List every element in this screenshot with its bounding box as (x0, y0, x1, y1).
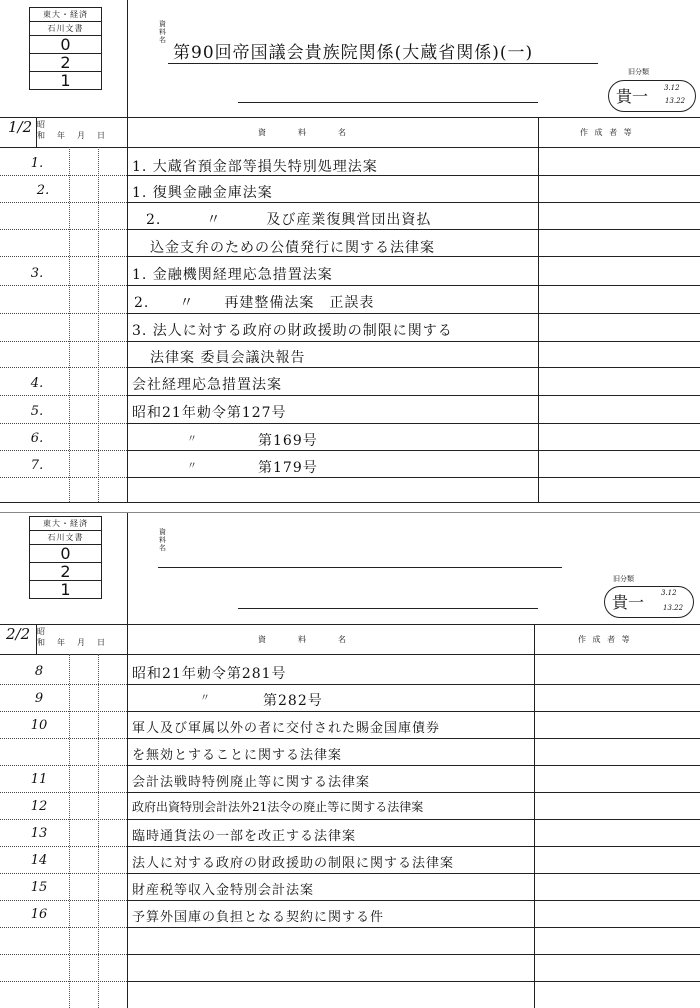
row-title: 法人に対する政府の財政援助の制限に関する法律案 (132, 856, 455, 871)
ditto-mark: 〃 (187, 461, 197, 472)
row-number: 14 (30, 853, 48, 868)
row-title: 財産税等収入金特別会計法案 (132, 883, 315, 898)
classification-code: 貴一 3.12 13.22 (608, 80, 696, 112)
class-label: 旧分類 (628, 68, 649, 76)
stamp-number: 1 (60, 71, 71, 90)
label-chars: 資 料 名 (159, 528, 166, 552)
page-indicator: 2/2 (6, 625, 31, 643)
row-number: 16 (30, 907, 48, 922)
page-indicator: 1/2 (8, 118, 33, 136)
era-header: 昭 (37, 627, 47, 636)
row-number: 2. (36, 183, 50, 198)
row-title: 昭和21年勅令第127号 (132, 405, 287, 421)
row-number: 8 (34, 664, 44, 679)
row-title: 臨時通貨法の一部を改正する法律案 (132, 829, 357, 844)
row-title: 会社経理応急措置法案 (132, 377, 282, 393)
era-header: 昭 (37, 120, 47, 129)
ditto-mark: 〃 (200, 693, 210, 704)
row-title: 第169号 (258, 433, 318, 449)
stamp-collection: 石川文書 (30, 531, 101, 545)
row-title: 第179号 (258, 460, 318, 476)
row-title: を無効とすることに関する法律案 (132, 748, 343, 763)
row-number: 6. (30, 431, 44, 446)
label-chars: 資 料 名 (159, 20, 166, 44)
row-title: 会計法戦時特例廃止等に関する法律案 (132, 775, 371, 790)
author-header: 作 成 者 等 (578, 635, 632, 644)
ditto-mark: 〃 (187, 434, 197, 445)
date-header: 和 年 月 日 (37, 131, 107, 140)
document-title: 第90回帝国議会貴族院関係(大蔵省関係)(一) (173, 43, 534, 63)
date-header: 和 年 月 日 (37, 638, 107, 647)
row-number: 13 (30, 826, 48, 841)
stamp-number: 2 (30, 563, 101, 581)
author-header: 作 成 者 等 (580, 128, 634, 137)
row-number: 3. (30, 266, 44, 281)
classification-code: 貴一 3.12 13.22 (604, 586, 694, 618)
row-number: 4. (30, 376, 44, 391)
row-title: 2. 〃 及び産業復興営団出資払 (146, 212, 432, 228)
row-title: 1. 復興金融金庫法案 (132, 185, 273, 201)
stamp-number: 0 (30, 545, 101, 563)
row-title: 政府出資特別会計法外21法令の廃止等に関する法律案 (132, 800, 424, 814)
row-title: 第282号 (263, 693, 323, 709)
class-label: 旧分類 (613, 575, 634, 583)
stamp-org: 東大・経済 (30, 517, 101, 531)
row-title: 軍人及び軍属以外の者に交付された賜金国庫債券 (132, 721, 441, 736)
row-number: 11 (30, 772, 48, 787)
row-title: 予算外国庫の負担となる契約に関する件 (132, 910, 385, 925)
row-title: 1. 金融機関経理応急措置法案 (132, 267, 333, 283)
row-title: 昭和21年勅令第281号 (132, 666, 287, 682)
stamp-number: 2 (30, 54, 101, 72)
stamp-collection: 石川文書 (30, 22, 101, 36)
row-title: 法律案 委員会議決報告 (150, 350, 306, 366)
stamp-org: 東大・経済 (30, 8, 101, 22)
row-number: 9 (34, 691, 44, 706)
row-number: 10 (30, 718, 48, 733)
row-number: 15 (30, 880, 48, 895)
row-title: 1. 大蔵省預金部等損失特別処理法案 (132, 159, 378, 175)
row-number: 7. (30, 458, 44, 473)
stamp-number: 1 (60, 580, 71, 599)
archive-stamp (29, 7, 102, 90)
row-title: 3. 法人に対する政府の財政援助の制限に関する (132, 323, 453, 339)
name-header: 資 料 名 (258, 128, 348, 137)
row-title: 2. 〃 再建整備法案 正誤表 (134, 295, 375, 311)
row-number: 12 (30, 799, 48, 814)
row-title: 込金支弁のための公債発行に関する法律案 (150, 240, 435, 256)
row-number: 5. (30, 404, 44, 419)
row-number: 1. (30, 156, 44, 171)
stamp-number: 0 (30, 36, 101, 54)
name-header: 資 料 名 (258, 635, 348, 644)
archive-stamp (29, 516, 102, 599)
